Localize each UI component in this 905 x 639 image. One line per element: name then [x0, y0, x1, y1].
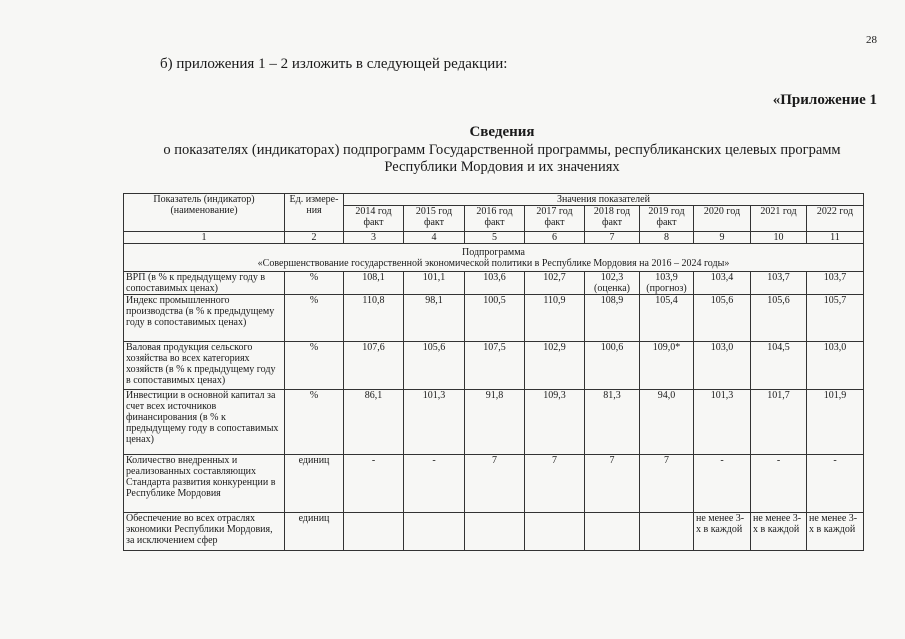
column-number: 3 [344, 232, 404, 244]
table-row [124, 390, 864, 455]
indicator-value: 105,7 [807, 295, 864, 342]
indicator-name: Валовая продукция сельского хозяйства во всех категориях хозяйств (в % к предыдущему году в сопоставимых ценах) [124, 342, 285, 390]
indicator-value: 105,6 [751, 295, 807, 342]
indicator-unit: % [285, 272, 344, 295]
indicator-value: 101,7 [751, 390, 807, 455]
indicator-value: 101,3 [694, 390, 751, 455]
indicator-unit: единиц [285, 513, 344, 551]
indicator-value: 105,4 [640, 295, 694, 342]
column-number: 2 [285, 232, 344, 244]
indicator-value: 98,1 [404, 295, 465, 342]
column-number: 8 [640, 232, 694, 244]
indicator-value: 107,6 [344, 342, 404, 390]
table-row [124, 295, 864, 342]
header-values-group: Значения показателей [344, 194, 864, 206]
header-year: 2021 год [751, 206, 807, 232]
header-year: 2022 год [807, 206, 864, 232]
indicator-name: Количество внедренных и реализованных составляющих Стандарта развития конкуренции в Республике Мордовия [124, 455, 285, 513]
indicator-value: 101,9 [807, 390, 864, 455]
table-row [124, 455, 864, 513]
indicator-value: не менее 3-х в каждой [751, 513, 807, 551]
indicator-value: 7 [525, 455, 585, 513]
column-number: 1 [124, 232, 285, 244]
subtitle-line-1: о показателях (индикаторах) подпрограмм Государственной программы, республиканских целевых программ [163, 142, 841, 158]
indicator-value: 103,4 [694, 272, 751, 295]
header-year: 2018 год факт [585, 206, 640, 232]
header-year: 2015 год факт [404, 206, 465, 232]
indicator-name: ВРП (в % к предыдущему году в сопоставимых ценах) [124, 272, 285, 295]
indicator-value [525, 513, 585, 551]
indicator-value: - [344, 455, 404, 513]
indicator-unit: % [285, 390, 344, 455]
indicator-value: 109,3 [525, 390, 585, 455]
indicator-value: 94,0 [640, 390, 694, 455]
column-number: 9 [694, 232, 751, 244]
indicator-value [640, 513, 694, 551]
column-number: 10 [751, 232, 807, 244]
table-row [124, 342, 864, 390]
indicator-value: 86,1 [344, 390, 404, 455]
indicator-value [585, 513, 640, 551]
indicator-value: 110,9 [525, 295, 585, 342]
indicator-value: 81,3 [585, 390, 640, 455]
table-row [124, 513, 864, 551]
subprogram-row [124, 244, 864, 272]
indicator-name: Индекс промышленного производства (в % к предыдущему году в сопоставимых ценах) [124, 295, 285, 342]
appendix-label: «Приложение 1 [772, 92, 877, 108]
indicator-value: 103,7 [807, 272, 864, 295]
indicator-value: 104,5 [751, 342, 807, 390]
header-year: 2019 год факт [640, 206, 694, 232]
document-title: Сведения [469, 124, 535, 140]
indicator-value: 105,6 [694, 295, 751, 342]
indicator-value [344, 513, 404, 551]
indicator-value: 103,0 [807, 342, 864, 390]
subprogram-cell [124, 244, 864, 272]
indicator-unit: % [285, 342, 344, 390]
indicator-value: - [807, 455, 864, 513]
indicator-value: 103,9 (прогноз) [640, 272, 694, 295]
header-year: 2016 год факт [465, 206, 525, 232]
indicators-table [123, 193, 864, 551]
indicator-value: 7 [465, 455, 525, 513]
header-year: 2014 год факт [344, 206, 404, 232]
column-number: 6 [525, 232, 585, 244]
indicator-value: 7 [640, 455, 694, 513]
header-unit: Ед. измере-ния [285, 194, 344, 232]
indicator-value: 101,3 [404, 390, 465, 455]
column-number: 7 [585, 232, 640, 244]
indicator-value: 100,5 [465, 295, 525, 342]
column-number: 5 [465, 232, 525, 244]
column-numbers-row [124, 232, 864, 244]
indicator-value: 107,5 [465, 342, 525, 390]
indicator-value: 108,1 [344, 272, 404, 295]
indicator-value: 101,1 [404, 272, 465, 295]
indicator-value: 109,0* [640, 342, 694, 390]
header-indicator: Показатель (индикатор) (наименование) [124, 194, 285, 232]
indicator-value: не менее 3-х в каждой [694, 513, 751, 551]
indicator-value: - [404, 455, 465, 513]
table-row [124, 272, 864, 295]
intro-text: б) приложения 1 – 2 изложить в следующей редакции: [160, 56, 508, 72]
column-number: 11 [807, 232, 864, 244]
indicator-value [465, 513, 525, 551]
subprogram-label: Подпрограмма [462, 246, 525, 258]
indicator-name: Обеспечение во всех отраслях экономики Республики Мордовия, за исключением сфер [124, 513, 285, 551]
indicator-value: 103,0 [694, 342, 751, 390]
subtitle-line-2: Республики Мордовия и их значениях [384, 159, 620, 175]
header-year: 2017 год факт [525, 206, 585, 232]
indicator-value: 103,6 [465, 272, 525, 295]
header-row [124, 194, 864, 206]
indicator-value: 108,9 [585, 295, 640, 342]
indicator-value: 102,7 [525, 272, 585, 295]
indicator-unit: единиц [285, 455, 344, 513]
indicator-value: 100,6 [585, 342, 640, 390]
indicator-value: 102,9 [525, 342, 585, 390]
indicator-value: не менее 3-х в каждой [807, 513, 864, 551]
indicator-unit: % [285, 295, 344, 342]
indicator-value: 7 [585, 455, 640, 513]
indicator-value: 91,8 [465, 390, 525, 455]
indicator-value: 105,6 [404, 342, 465, 390]
header-year: 2020 год [694, 206, 751, 232]
indicator-value: 103,7 [751, 272, 807, 295]
document-subtitle [140, 142, 864, 176]
indicator-value: 102,3 (оценка) [585, 272, 640, 295]
indicator-name: Инвестиции в основной капитал за счет всех источников финансирования (в % к предыдущему году в сопоставимых ценах) [124, 390, 285, 455]
indicator-value: - [694, 455, 751, 513]
indicator-value: - [751, 455, 807, 513]
page-number: 28 [866, 34, 877, 46]
indicator-value: 110,8 [344, 295, 404, 342]
indicator-value [404, 513, 465, 551]
subprogram-name: «Совершенствование государственной экономической политики в Республике Мордовия на 2016 – 2024 годы» [257, 257, 730, 269]
column-number: 4 [404, 232, 465, 244]
